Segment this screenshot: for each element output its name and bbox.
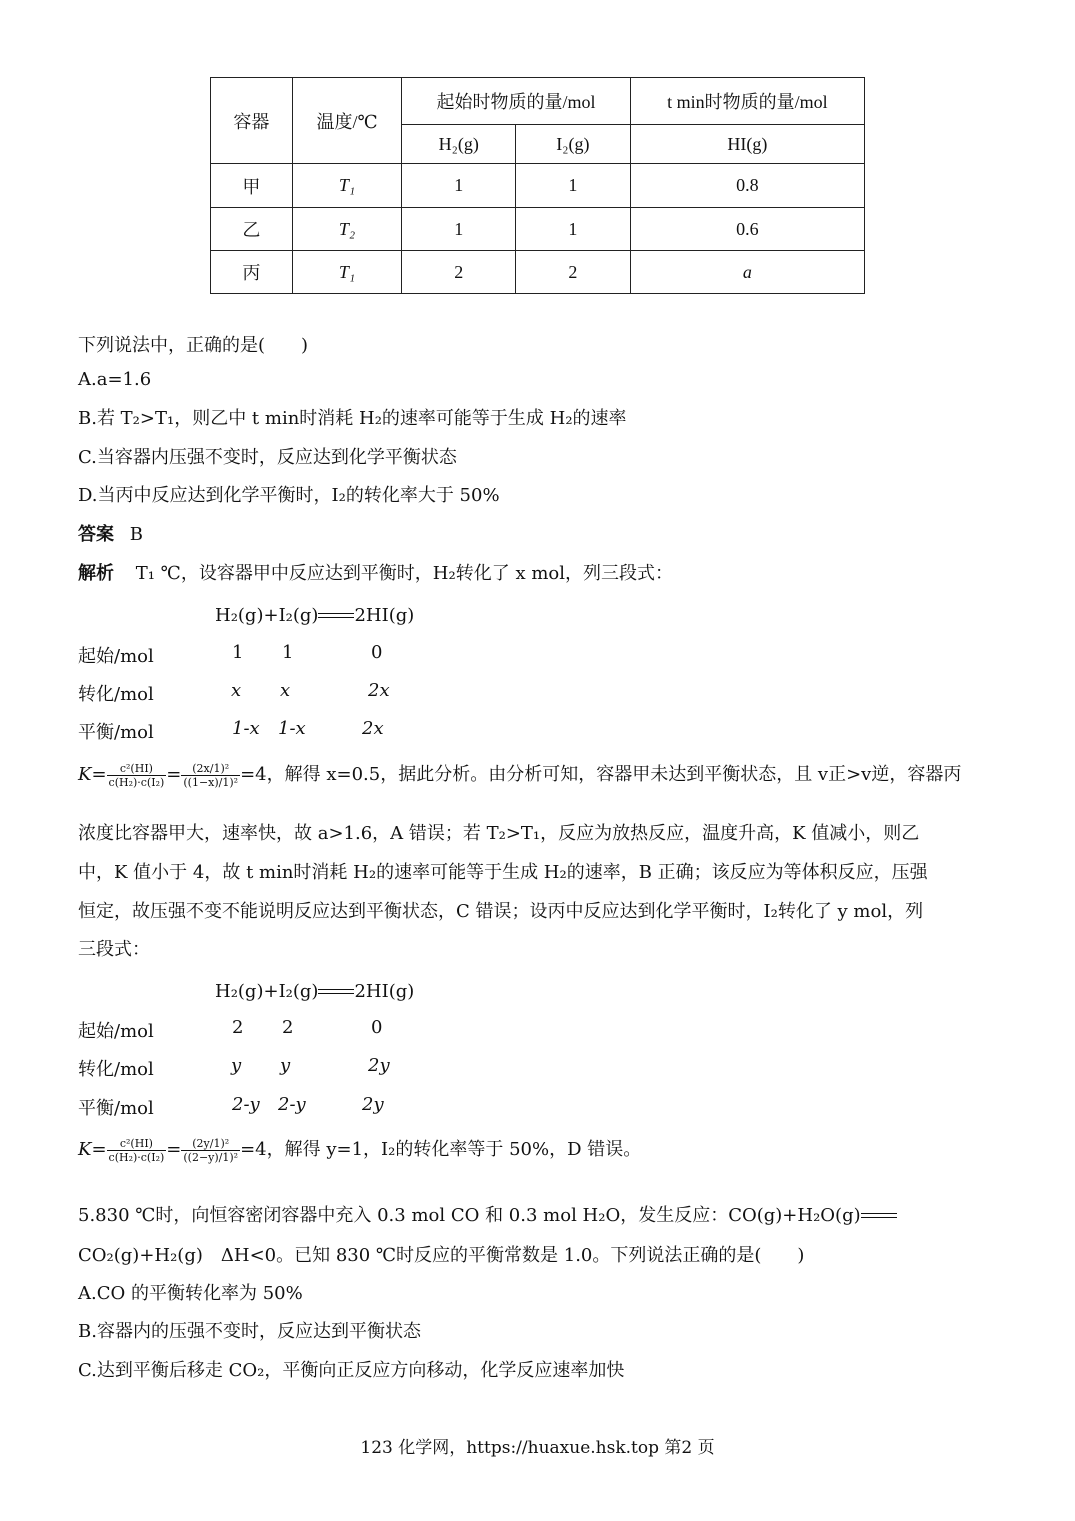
row-value: 2 [282,1017,294,1038]
row-value: 2x [362,718,384,739]
row-value: 2y [368,1055,390,1076]
cell-h2: 1 [402,164,516,208]
cell-temp: T₁ [292,164,402,208]
row-value: 1-x [232,718,260,739]
header-t-amount: t min时物质的量/mol [630,78,864,125]
answer-line [78,520,143,546]
option-c: C.当容器内压强不变时，反应达到化学平衡状态 [78,447,457,468]
cell-temp: T₁ [292,251,402,294]
analysis-para-line: 恒定，故压强不变不能说明反应达到平衡状态，C 错误；设丙中反应达到化学平衡时，I₂转化了 y mol，列 [78,901,924,922]
page-footer: 123 化学网，https://huaxue.hsk.top 第2 页 [360,1438,715,1458]
fraction [107,1137,167,1164]
reaction-equation-1 [215,605,414,626]
reaction-left: H₂(g)+I₂(g) [215,981,319,1002]
equals: = [166,1139,182,1160]
header-i2: I₂(g) [516,125,631,164]
table-row [211,251,865,294]
reaction-right: 2HI(g) [354,605,415,626]
question-5-line [78,1201,897,1227]
row-value: x [280,680,291,701]
numerator: (2y/1)² [181,1137,240,1151]
cell-i2: 2 [516,251,631,294]
row-label: 平衡/mol [78,722,154,743]
row-value: y [231,1055,242,1076]
fraction [181,762,240,789]
denominator: ((2−y)/1)² [183,1150,239,1164]
cell-container: 甲 [211,164,293,208]
cell-hi: 0.8 [630,164,864,208]
reaction-equation-2 [215,981,414,1002]
equilibrium-arrow-icon [318,611,354,621]
k-expression-1 [78,760,961,789]
row-value: 2-y [232,1094,260,1115]
analysis-para-line: 中，K 值小于 4，故 t min时消耗 H₂的速率可能等于生成 H₂的速率，B 正确；该反应为等体积反应，压强 [78,862,928,883]
row-value: 1 [282,642,294,663]
row-value: 2x [368,680,390,701]
fraction [181,1137,240,1164]
header-start-amount: 起始时物质的量/mol [402,78,630,125]
q5-option-b: B.容器内的压强不变时，反应达到平衡状态 [78,1321,421,1342]
data-table [210,77,865,294]
row-label: 转化/mol [78,1059,154,1080]
header-hi: HI(g) [630,125,864,164]
numerator: (2x/1)² [181,762,240,776]
fraction [107,762,167,789]
cell-h2: 2 [402,251,516,294]
row-value: y [280,1055,291,1076]
equilibrium-arrow-icon [861,1211,897,1221]
row-label: 起始/mol [78,1021,154,1042]
analysis-intro: T₁ ℃，设容器甲中反应达到平衡时，H₂转化了 x mol，列三段式： [135,563,673,584]
row-value: x [231,680,242,701]
analysis-label: 解析 [78,563,114,584]
row-value: 1-x [278,718,306,739]
analysis-para-line: 浓度比容器甲大，速率快，故 a>1.6，A 错误；若 T₂>T₁，反应为放热反应，温度升高，K 值减小，则乙 [78,823,920,844]
answer-label: 答案 [78,524,114,545]
k-rest: =4，解得 y=1，I₂的转化率等于 50%，D 错误。 [240,1139,642,1160]
denominator: ((1−x)/1)² [183,775,239,789]
row-value: 1 [232,642,244,663]
denominator: c(H₂)·c(I₂) [108,1150,165,1164]
row-label: 起始/mol [78,646,154,667]
reaction-left: H₂(g)+I₂(g) [215,605,319,626]
analysis-line [78,559,673,585]
question-5-line: CO₂(g)+H₂(g) ΔH<0。已知 830 ℃时反应的平衡常数是 1.0。下列说法正确的是( ) [78,1245,805,1266]
table-row [211,164,865,208]
k-rest: =4，解得 x=0.5，据此分析。由分析可知，容器甲未达到平衡状态，且 v正>v逆，容器丙 [240,764,962,785]
cell-hi: 0.6 [630,208,864,251]
cell-i2: 1 [516,208,631,251]
numerator: c²(HI) [107,762,167,776]
table-row [211,208,865,251]
q5-option-a: A.CO 的平衡转化率为 50% [78,1283,303,1304]
k-expression-2 [78,1135,641,1164]
option-b: B.若 T₂>T₁，则乙中 t min时消耗 H₂的速率可能等于生成 H₂的速率 [78,408,627,429]
k-symbol: K= [78,764,107,785]
cell-h2: 1 [402,208,516,251]
header-h2: H₂(g) [402,125,516,164]
analysis-para-line: 三段式： [78,939,150,960]
numerator: c²(HI) [107,1137,167,1151]
option-a: A.a=1.6 [78,369,152,390]
denominator: c(H₂)·c(I₂) [108,775,165,789]
row-label: 平衡/mol [78,1098,154,1119]
question-5-text: 5.830 ℃时，向恒容密闭容器中充入 0.3 mol CO 和 0.3 mol H₂O，发生反应：CO(g)+H₂O(g) [78,1205,861,1226]
row-value: 2y [362,1094,384,1115]
row-label: 转化/mol [78,684,154,705]
question-text: 下列说法中，正确的是( ) [78,335,309,356]
header-container: 容器 [211,78,293,164]
row-value: 2-y [278,1094,306,1115]
cell-container: 乙 [211,208,293,251]
row-value: 0 [371,1017,383,1038]
equilibrium-arrow-icon [318,987,354,997]
option-d: D.当丙中反应达到化学平衡时，I₂的转化率大于 50% [78,485,500,506]
cell-i2: 1 [516,164,631,208]
reaction-right: 2HI(g) [354,981,415,1002]
row-value: 0 [371,642,383,663]
header-temperature: 温度/℃ [292,78,402,164]
row-value: 2 [232,1017,244,1038]
cell-hi: a [630,251,864,294]
q5-option-c: C.达到平衡后移走 CO₂，平衡向正反应方向移动，化学反应速率加快 [78,1360,625,1381]
answer-value: B [129,524,143,545]
k-symbol: K= [78,1139,107,1160]
cell-temp: T₂ [292,208,402,251]
equals: = [166,764,182,785]
cell-container: 丙 [211,251,293,294]
